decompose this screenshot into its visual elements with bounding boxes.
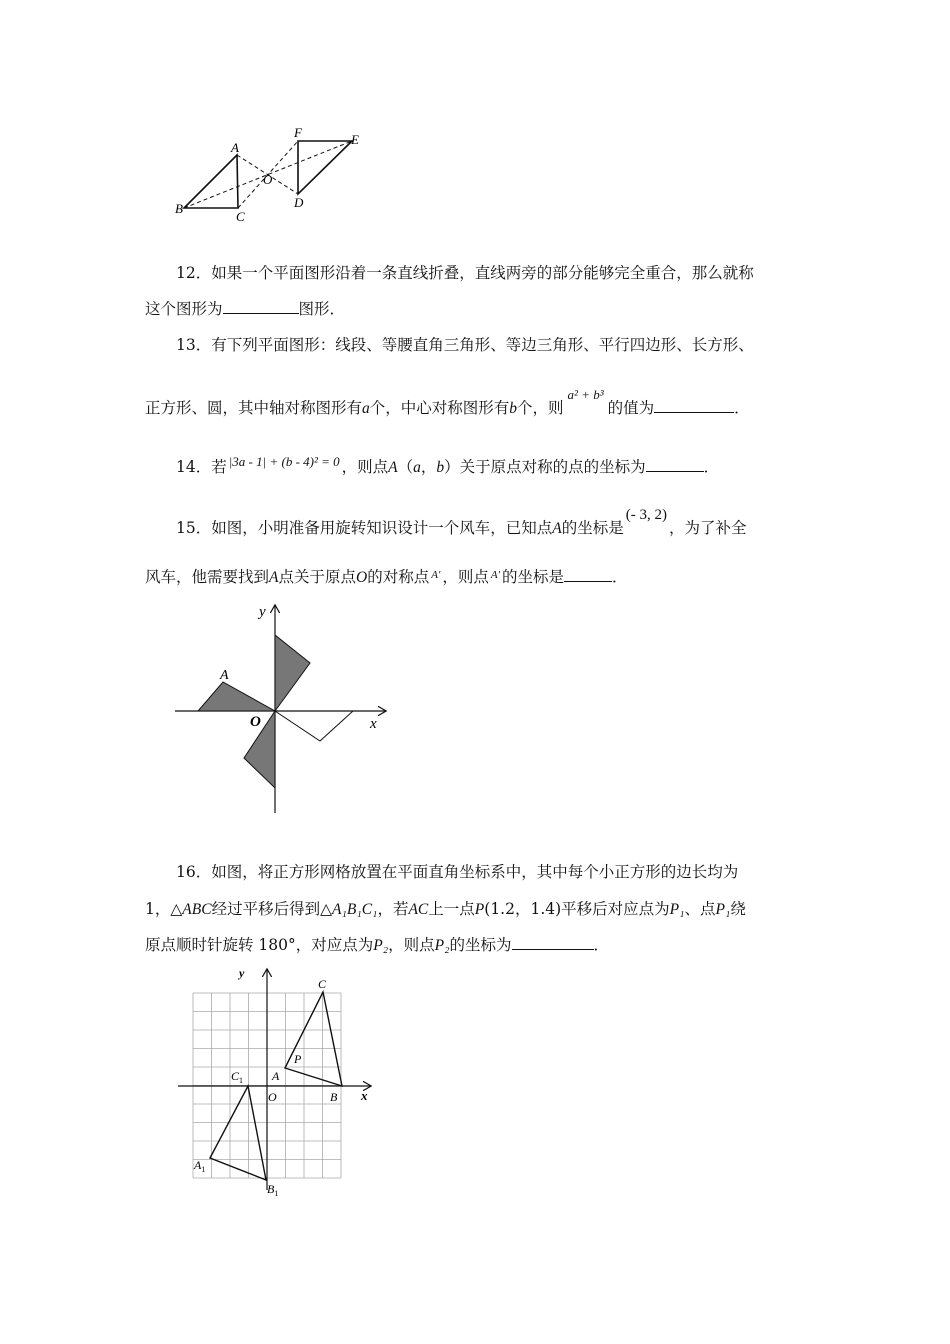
label-p: P (294, 1052, 302, 1066)
label-e: E (351, 132, 359, 147)
blade-left (198, 682, 275, 711)
label-a: A (220, 668, 229, 683)
q15-line2: 风车，他需要找到A点关于原点O的对称点 $^{A'}$ ，则点 $^{A'}$ 的坐标是 ． (145, 568, 628, 586)
coord-a: (- 3, 2) (625, 507, 667, 523)
answer-blank-q16[interactable] (512, 935, 594, 950)
q16-line3: 原点顺时针旋转 180°，对应点为P₂，则点P₂的坐标为 ． (145, 936, 610, 954)
label-o: O (250, 714, 261, 730)
q12-line2: 这个图形为 图形． (145, 300, 346, 318)
figure-triangles-symmetric (170, 122, 370, 227)
label-b1: $B_1$ (267, 1182, 279, 1198)
answer-blank-q14[interactable] (646, 457, 704, 472)
label-b: B (330, 1090, 338, 1104)
figure-windmill (170, 598, 400, 818)
label-f: F (294, 125, 302, 140)
label-a: A (231, 140, 239, 155)
figure-grid-triangles (170, 962, 390, 1202)
triangle-a1b1c1 (210, 1086, 266, 1180)
q16-line2: 1，△ABC经过平移后得到△A₁B₁C₁，若AC上一点P(1.2，1.4)平移后对应点为P₁、点P₁绕 (145, 900, 746, 918)
label-b: B (175, 201, 183, 216)
label-y: y (239, 966, 245, 980)
expr-abs-square: |3a - 1| + (b - 4)² = 0 (228, 454, 340, 469)
label-c1: $C_1$ (231, 1069, 244, 1085)
label-c: C (318, 977, 327, 991)
label-d: D (294, 195, 304, 210)
q12-line1: 12．如果一个平面图形沿着一条直线折叠，直线两旁的部分能够完全重合，那么就称 (176, 264, 754, 282)
answer-blank-q12[interactable] (223, 299, 299, 314)
q13-line1: 13．有下列平面图形：线段、等腰直角三角形、等边三角形、平行四边形、长方形、 (176, 336, 754, 354)
label-c: C (236, 209, 245, 224)
q13-line2: 正方形、圆，其中轴对称图形有a个，中心对称图形有b个，则$^{a^2 + b^3}$的值为 ． (145, 387, 750, 417)
blade-top (275, 635, 310, 711)
label-y: y (259, 604, 266, 620)
label-a1: $A_1$ (194, 1158, 206, 1174)
label-o: O (263, 172, 273, 187)
label-x: x (370, 716, 377, 732)
label-x: x (361, 1088, 368, 1103)
triangle-abc (285, 992, 342, 1086)
triangle-abc (184, 155, 238, 208)
q15-line1: 15．如图，小明准备用旋转知识设计一个风车，已知点A的坐标是(- 3, 2)，为了补全 (176, 507, 747, 537)
label-o: O (268, 1090, 277, 1104)
answer-blank-q15[interactable] (564, 567, 612, 582)
blade-right-outline (275, 711, 353, 741)
q14-line: 14．若 $^{|3a - 1| + (b - 4)^2 = 0}$ ，则点A（a，b）关于原点对称的点的坐标为 ． (176, 454, 720, 476)
q16-line1: 16．如图，将正方形网格放置在平面直角坐标系中，其中每个小正方形的边长均为 (176, 863, 739, 881)
triangle-def (298, 141, 352, 194)
expr-a2-b3: a² + b³ (567, 387, 604, 402)
label-a: A (272, 1069, 280, 1083)
answer-blank-q13[interactable] (654, 398, 734, 413)
